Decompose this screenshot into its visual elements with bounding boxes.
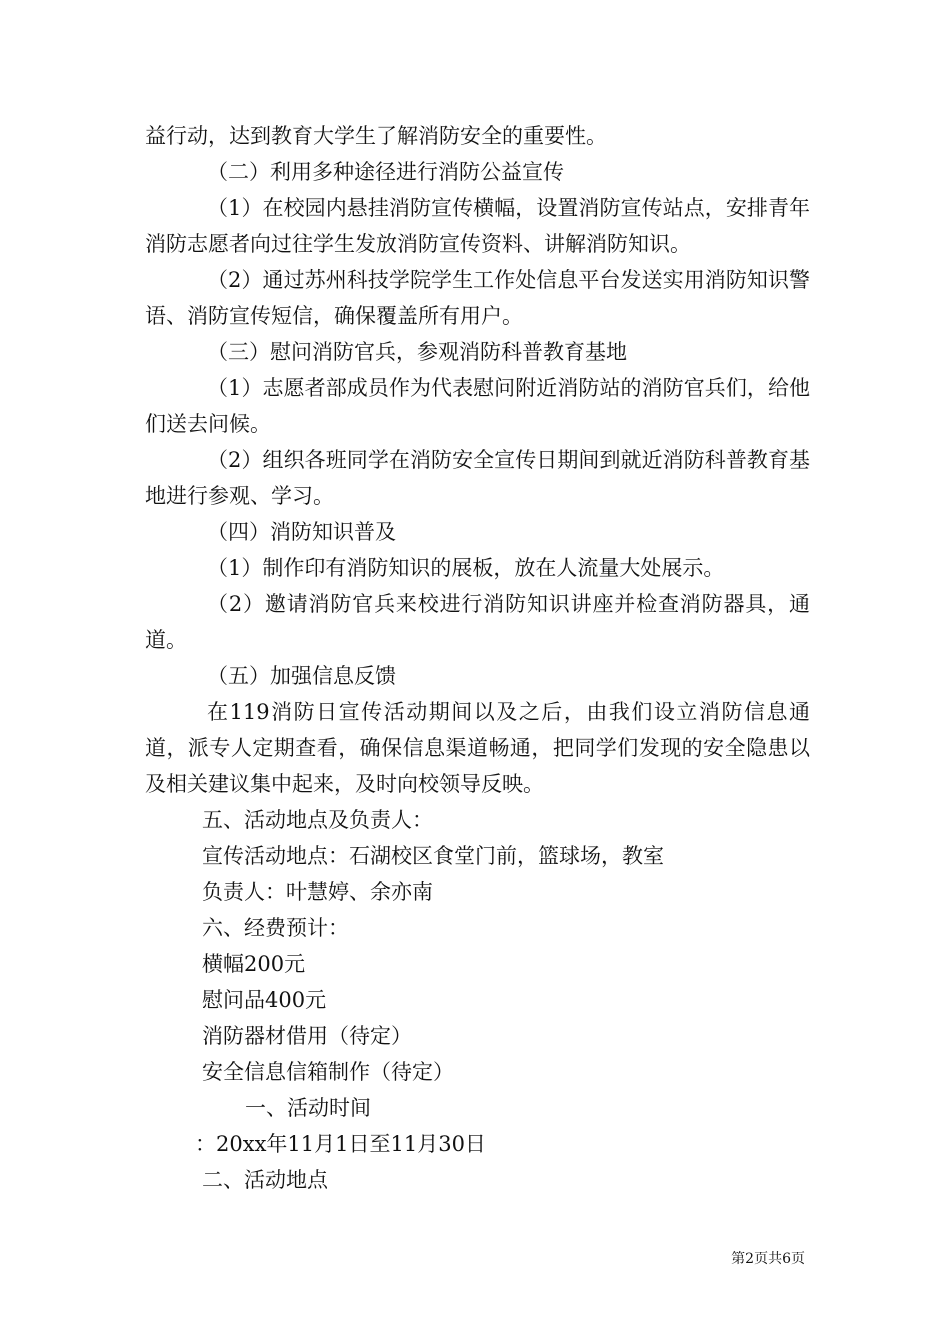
document-body [145, 118, 810, 1198]
section-heading-2: （二）利用多种途径进行消防公益宣传 [207, 160, 564, 184]
paragraph-continuation: 益行动，达到教育大学生了解消防安全的重要性。 [145, 124, 607, 148]
section-heading-4: （四）消防知识普及 [207, 520, 396, 544]
list-item: （2）组织各班同学在消防安全宣传日期间到就近消防科普教育基地进行参观、学习。 [145, 448, 810, 508]
list-item: （1）制作印有消防知识的展板，放在人流量大处展示。 [207, 556, 725, 580]
section-heading-3: （三）慰问消防官兵，参观消防科普教育基地 [207, 340, 627, 364]
list-item: （1）在校园内悬挂消防宣传横幅，设置消防宣传站点，安排青年消防志愿者向过往学生发放消防宣传资料、讲解消防知识。 [145, 196, 810, 256]
budget-line: 消防器材借用（待定） [202, 1024, 412, 1048]
section-heading-5: （五）加强信息反馈 [207, 664, 396, 688]
section-heading-one: 一、活动时间 [245, 1096, 371, 1120]
section-heading-six: 六、经费预计： [202, 916, 349, 940]
paragraph: 在119消防日宣传活动期间以及之后，由我们设立消防信息通道，派专人定期查看，确保信息渠道畅通，把同学们发现的安全隐患以及相关建议集中起来，及时向校领导反映。 [145, 700, 810, 796]
list-item: （2）邀请消防官兵来校进行消防知识讲座并检查消防器具，通道。 [145, 592, 810, 652]
text-line: 宣传活动地点：石湖校区食堂门前，篮球场，教室 [202, 844, 664, 868]
section-heading-five: 五、活动地点及负责人： [202, 808, 433, 832]
section-heading-two: 二、活动地点 [202, 1168, 328, 1192]
budget-line: 横幅200元 [202, 952, 306, 976]
page-number: 第2页共6页 [731, 1251, 805, 1267]
text-line: ：20xx年11月1日至11月30日 [195, 1132, 486, 1156]
text-line: 负责人：叶慧婷、余亦南 [202, 880, 433, 904]
budget-line: 慰问品400元 [202, 988, 327, 1012]
budget-line: 安全信息信箱制作（待定） [202, 1060, 454, 1084]
list-item: （2）通过苏州科技学院学生工作处信息平台发送实用消防知识警语、消防宣传短信，确保覆盖所有用户。 [145, 268, 810, 328]
list-item: （1）志愿者部成员作为代表慰问附近消防站的消防官兵们，给他们送去问候。 [145, 376, 810, 436]
